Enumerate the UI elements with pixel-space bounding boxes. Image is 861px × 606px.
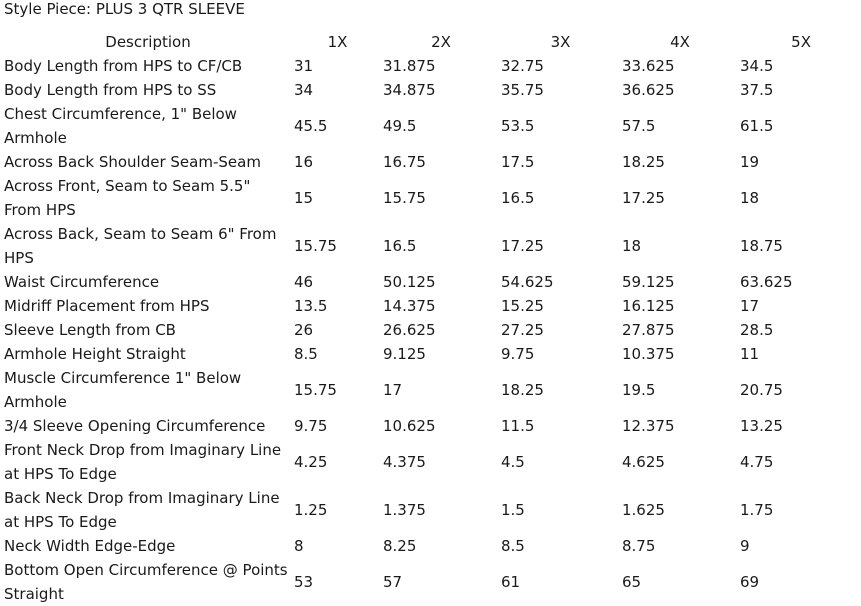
cell-2x: 14.375 [383,297,436,315]
row-description: Chest Circumference, 1" Below Armhole [4,105,237,147]
cell-2x: 15.75 [383,189,426,207]
cell-1x: 34 [294,81,314,99]
cell-5x: 13.25 [740,417,783,435]
row-description: 3/4 Sleeve Opening Circumference [4,417,266,435]
cell-2x: 1.375 [383,501,426,519]
table-row [2,294,861,318]
column-header-2x: 2X [431,33,451,51]
cell-4x: 18.25 [622,153,665,171]
cell-1x: 15.75 [294,237,337,255]
cell-2x: 10.625 [383,417,436,435]
table-row [2,438,861,486]
cell-3x: 18.25 [501,381,544,399]
row-description: Bottom Open Circumference @ Points Straight [4,561,288,603]
table-row [2,102,861,150]
cell-1x: 16 [294,153,314,171]
row-description: Muscle Circumference 1" Below Armhole [4,369,242,411]
row-description: Armhole Height Straight [4,345,186,363]
cell-5x: 37.5 [740,81,774,99]
cell-3x: 1.5 [501,501,525,519]
cell-2x: 31.875 [383,57,436,75]
cell-3x: 27.25 [501,321,544,339]
row-description: Waist Circumference [4,273,160,291]
cell-4x: 8.75 [622,537,656,555]
cell-1x: 9.75 [294,417,328,435]
table-row [2,366,861,414]
cell-2x: 4.375 [383,453,426,471]
cell-3x: 32.75 [501,57,544,75]
column-header-4x: 4X [670,33,690,51]
cell-3x: 8.5 [501,537,525,555]
cell-5x: 19 [740,153,760,171]
cell-1x: 8.5 [294,345,318,363]
row-description: Sleeve Length from CB [4,321,176,339]
row-description: Back Neck Drop from Imaginary Line at HPS To Edge [4,489,280,531]
cell-4x: 27.875 [622,321,675,339]
cell-1x: 13.5 [294,297,328,315]
cell-4x: 17.25 [622,189,665,207]
cell-1x: 1.25 [294,501,328,519]
cell-1x: 31 [294,57,314,75]
cell-4x: 59.125 [622,273,675,291]
cell-1x: 53 [294,573,314,591]
cell-5x: 9 [740,537,750,555]
cell-4x: 16.125 [622,297,675,315]
cell-5x: 1.75 [740,501,774,519]
row-description: Body Length from HPS to SS [4,81,217,99]
cell-3x: 4.5 [501,453,525,471]
cell-3x: 35.75 [501,81,544,99]
row-description: Body Length from HPS to CF/CB [4,57,243,75]
table-row [2,342,861,366]
cell-1x: 8 [294,537,304,555]
table-row [2,270,861,294]
cell-5x: 17 [740,297,760,315]
cell-1x: 46 [294,273,314,291]
cell-1x: 4.25 [294,453,328,471]
table-row [2,486,861,534]
cell-3x: 15.25 [501,297,544,315]
column-header-description: Description [105,33,191,51]
cell-2x: 16.75 [383,153,426,171]
cell-4x: 4.625 [622,453,665,471]
cell-5x: 28.5 [740,321,774,339]
cell-1x: 15 [294,189,314,207]
row-description: Across Back, Seam to Seam 6" From HPS [4,225,277,267]
table-row [2,54,861,78]
cell-3x: 16.5 [501,189,535,207]
row-description: Across Back Shoulder Seam-Seam [4,153,261,171]
cell-3x: 61 [501,573,521,591]
cell-2x: 49.5 [383,117,417,135]
table-row [2,414,861,438]
cell-5x: 34.5 [740,57,774,75]
cell-4x: 12.375 [622,417,675,435]
cell-5x: 61.5 [740,117,774,135]
size-spec-table [2,30,861,606]
table-row [2,150,861,174]
table-body [2,54,861,606]
cell-2x: 26.625 [383,321,436,339]
cell-1x: 45.5 [294,117,328,135]
cell-4x: 33.625 [622,57,675,75]
cell-3x: 53.5 [501,117,535,135]
table-header-row [2,30,861,54]
style-piece-title: Style Piece: PLUS 3 QTR SLEEVE [4,0,245,18]
cell-5x: 18.75 [740,237,783,255]
row-description: Midriff Placement from HPS [4,297,210,315]
column-header-1x: 1X [327,33,348,51]
cell-1x: 26 [294,321,314,339]
table-row [2,174,861,222]
cell-4x: 36.625 [622,81,675,99]
cell-4x: 10.375 [622,345,675,363]
cell-2x: 34.875 [383,81,436,99]
cell-2x: 50.125 [383,273,436,291]
table-row [2,78,861,102]
cell-2x: 16.5 [383,237,417,255]
cell-5x: 18 [740,189,760,207]
cell-5x: 11 [740,345,760,363]
cell-5x: 20.75 [740,381,783,399]
cell-3x: 11.5 [501,417,535,435]
cell-1x: 15.75 [294,381,337,399]
cell-2x: 57 [383,573,403,591]
cell-4x: 19.5 [622,381,656,399]
cell-4x: 1.625 [622,501,665,519]
cell-5x: 4.75 [740,453,774,471]
table-row [2,558,861,606]
cell-2x: 8.25 [383,537,417,555]
cell-2x: 17 [383,381,403,399]
cell-3x: 54.625 [501,273,554,291]
cell-5x: 69 [740,573,760,591]
cell-4x: 57.5 [622,117,656,135]
table-row [2,318,861,342]
row-description: Neck Width Edge-Edge [4,537,176,555]
table-row [2,222,861,270]
cell-3x: 9.75 [501,345,535,363]
row-description: Across Front, Seam to Seam 5.5" From HPS [4,177,251,219]
column-header-3x: 3X [550,33,571,51]
cell-5x: 63.625 [740,273,793,291]
cell-4x: 65 [622,573,642,591]
cell-3x: 17.5 [501,153,535,171]
row-description: Front Neck Drop from Imaginary Line at HPS To Edge [4,441,282,483]
column-header-5x: 5X [791,33,811,51]
cell-2x: 9.125 [383,345,426,363]
cell-4x: 18 [622,237,642,255]
cell-3x: 17.25 [501,237,544,255]
table-row [2,534,861,558]
